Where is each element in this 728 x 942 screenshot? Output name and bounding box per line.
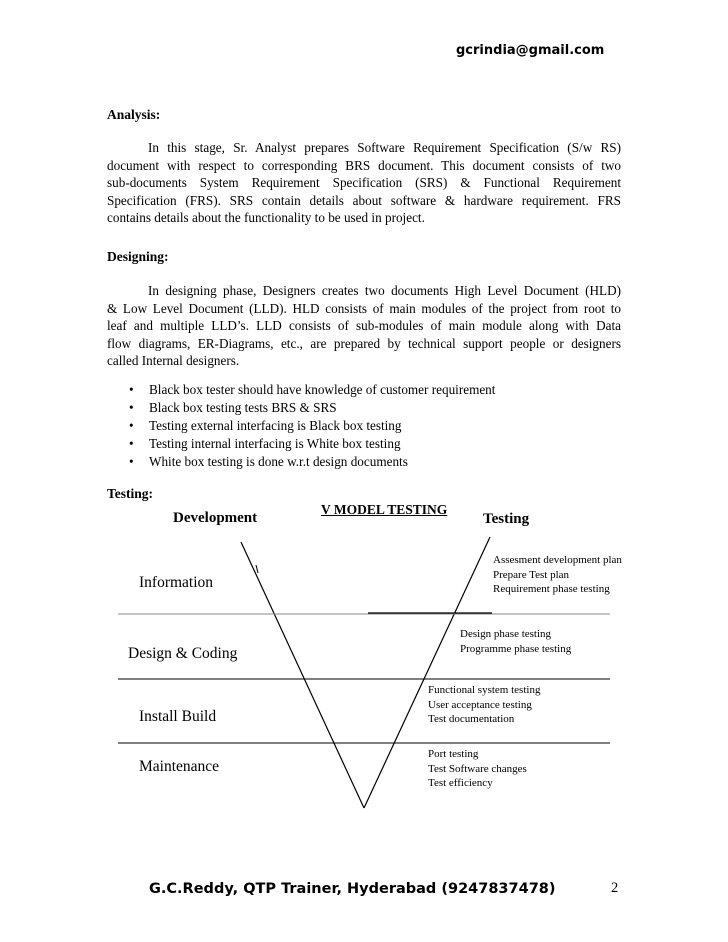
analysis-line: document with respect to corresponding BRS document. This document consists of two: [107, 157, 621, 173]
footer-author: G.C.Reddy, QTP Trainer, Hyderabad (9247837478): [149, 881, 556, 897]
phase-information: Information: [139, 574, 214, 591]
bullet-icon: •: [129, 418, 134, 433]
designing-line: flow diagrams, ER-Diagrams, etc., are prepared by technical support people or designers: [107, 335, 621, 351]
test-item: Prepare Test plan: [493, 568, 570, 581]
analysis-line: sub-documents System Requirement Specification (SRS) & Functional Requirement: [107, 175, 621, 191]
analysis-line: Specification (FRS). SRS contain details about software & hardware requirement. FRS: [107, 192, 621, 208]
bullet-icon: •: [129, 382, 134, 397]
testing-label: Testing: [483, 511, 530, 527]
test-item: Programme phase testing: [460, 642, 572, 655]
v-model-title: V MODEL TESTING: [321, 502, 448, 517]
header-email: gcrindia@gmail.com: [456, 43, 605, 58]
phase-design-coding: Design & Coding: [128, 645, 238, 662]
testing-heading: Testing:: [107, 486, 154, 501]
bullet-item: • Testing internal interfacing is White box testing: [129, 436, 401, 451]
bullet-item: • Testing external interfacing is Black box testing: [129, 418, 402, 433]
analysis-line: In this stage, Sr. Analyst prepares Software Requirement Specification (S/w RS): [148, 140, 621, 155]
test-item: Test Software changes: [428, 762, 527, 775]
phase-install-build: Install Build: [139, 708, 217, 725]
bullet-icon: •: [129, 454, 134, 469]
test-item: Functional system testing: [428, 684, 541, 696]
designing-line: In designing phase, Designers creates two documents High Level Document (HLD): [148, 283, 621, 298]
bullet-item: • White box testing is done w.r.t design documents: [129, 454, 408, 469]
test-item: Test documentation: [428, 713, 515, 725]
designing-heading: Designing:: [107, 249, 169, 264]
test-group-maintenance: [428, 747, 527, 791]
analysis-line: contains details about the functionality to be used in project.: [107, 210, 425, 226]
analysis-heading: Analysis:: [107, 107, 161, 122]
bullet-item: • Black box testing tests BRS & SRS: [129, 400, 337, 415]
designing-line: leaf and multiple LLD’s. LLD consists of sub-modules of main module along with Data: [107, 318, 621, 334]
test-item: Assesment development plan: [493, 554, 622, 566]
page-number: 2: [611, 880, 619, 896]
v-tick-mark: [256, 565, 258, 573]
test-group-requirement: [493, 553, 622, 597]
development-label: Development: [173, 510, 258, 526]
bullet-icon: •: [129, 436, 134, 451]
test-item: Requirement phase testing: [493, 583, 610, 595]
test-item: Design phase testing: [460, 628, 552, 640]
phase-maintenance: Maintenance: [139, 758, 220, 775]
bullet-icon: •: [129, 400, 134, 415]
test-item: Port testing: [428, 748, 479, 760]
test-group-build: [428, 683, 540, 727]
test-group-design: [460, 627, 571, 656]
test-item: Test efficiency: [428, 777, 493, 789]
designing-line: & Low Level Document (LLD). HLD consists of main modules of the project from root to: [107, 300, 621, 316]
bullet-item: • Black box tester should have knowledge of customer requirement: [129, 382, 496, 397]
test-item: User acceptance testing: [428, 698, 532, 711]
v-left-arm: [241, 542, 364, 808]
designing-line: called Internal designers.: [107, 353, 240, 369]
